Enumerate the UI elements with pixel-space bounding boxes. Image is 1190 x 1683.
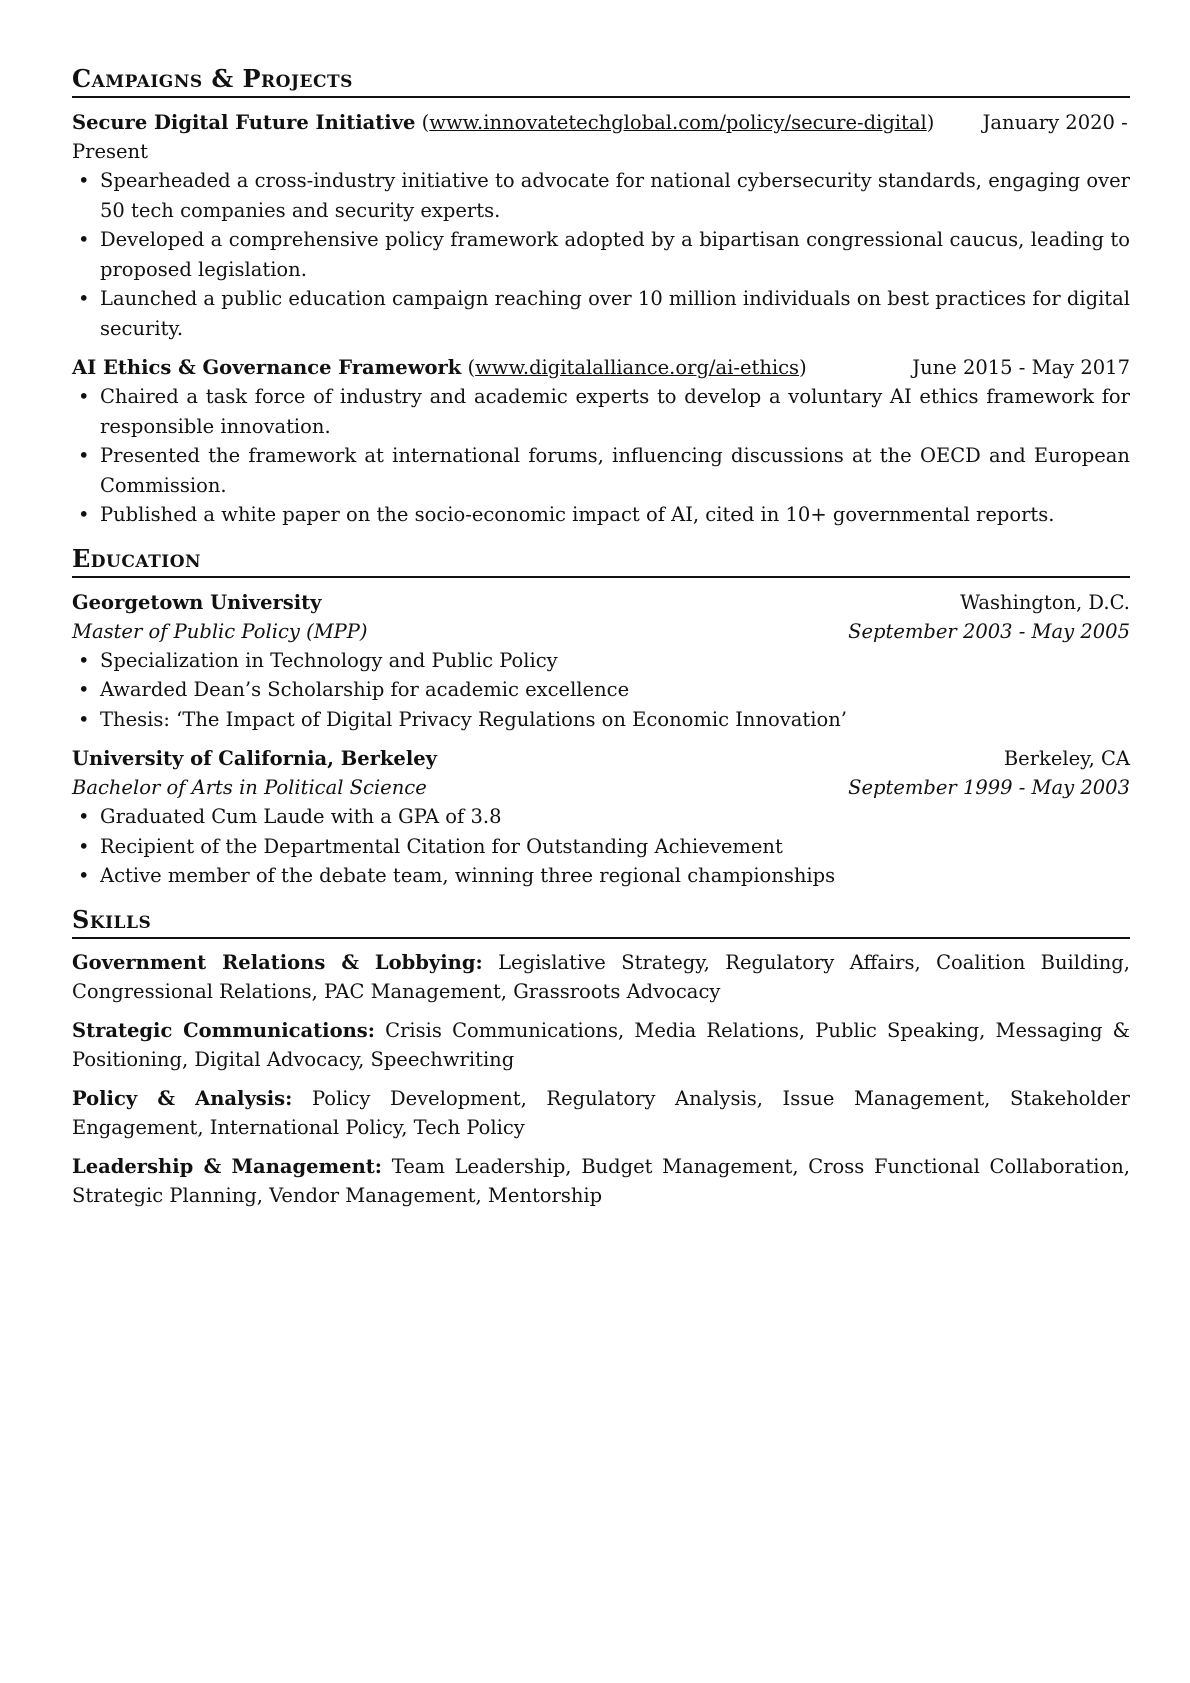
skills-heading: Skills [72,905,1130,939]
project-link[interactable]: www.innovatetechglobal.com/policy/secure-digital [429,111,927,134]
project-title: AI Ethics & Governance Framework [72,356,462,379]
project-header: Secure Digital Future Initiative (www.innovatetechglobal.com/policy/secure-digital) January 2020 - Present [72,111,1128,163]
project-header: AI Ethics & Governance Framework (www.digitalalliance.org/ai-ethics) June 2015 - May 2017 [72,353,1130,382]
skill-row [72,1084,1130,1143]
school-location: Washington, D.C. [960,590,1130,614]
skill-list: Team Leadership, Budget Management, Cross Functional Collaboration, Strategic Planning, Vendor Management, Mentorship [72,1154,1131,1207]
project-entry [72,353,1130,530]
list-item: • Thesis: ‘The Impact of Digital Privacy Regulations on Economic Innovation’ [72,705,1130,735]
list-item: • Graduated Cum Laude with a GPA of 3.8 [72,802,1130,832]
project-link[interactable]: www.digitalalliance.org/ai-ethics [475,356,800,379]
list-item: • Developed a comprehensive policy framework adopted by a bipartisan congressional caucus, leading to proposed legislation. [72,225,1130,284]
degree-dates: September 2003 - May 2005 [848,619,1130,643]
list-item: • Spearheaded a cross-industry initiative to advocate for national cybersecurity standards, engaging over 50 tech companies and security experts. [72,166,1130,225]
education-entry [72,744,1130,891]
degree-row [72,773,1130,802]
degree-name: Bachelor of Arts in Political Science [72,776,427,799]
education-heading: Education [72,544,1130,578]
skill-row [72,948,1130,1007]
skills-section [72,905,1130,1211]
list-item: • Presented the framework at international forums, influencing discussions at the OECD and European Commission. [72,441,1130,500]
education-entry [72,588,1130,735]
resume-page [72,64,1130,1225]
degree-dates: September 1999 - May 2003 [848,776,1130,799]
project-title: Secure Digital Future Initiative [72,111,416,134]
skill-category: Government Relations & Lobbying: [72,950,483,974]
education-header [72,744,1130,773]
education-header [72,588,1130,617]
list-item: • Awarded Dean’s Scholarship for academic excellence [72,675,1130,705]
project-date: June 2015 - May 2017 [912,356,1130,379]
skill-list: Crisis Communications, Media Relations, Public Speaking, Messaging & Positioning, Digital Advocacy, Speechwriting [72,1018,1130,1071]
degree-row [72,617,1130,646]
project-bullets [72,382,1130,530]
education-bullets [72,802,1130,891]
education-section [72,544,1130,891]
skill-row [72,1016,1130,1075]
skill-row [72,1152,1130,1211]
list-item: • Specialization in Technology and Public Policy [72,646,1130,676]
skill-category: Policy & Analysis: [72,1086,293,1110]
skill-list: Legislative Strategy, Regulatory Affairs, Coalition Building, Congressional Relations, PAC Management, Grassroots Advocacy [72,950,1130,1003]
degree-name: Master of Public Policy (MPP) [72,619,368,643]
project-bullets [72,166,1130,343]
school-name: Georgetown University [72,590,322,614]
list-item: • Published a white paper on the socio-economic impact of AI, cited in 10+ governmental reports. [72,500,1130,530]
projects-section [72,64,1130,530]
school-name: University of California, Berkeley [72,747,437,770]
skill-category: Strategic Communications: [72,1018,375,1042]
list-item: • Active member of the debate team, winning three regional championships [72,861,1130,891]
project-entry [72,108,1130,343]
list-item: • Chaired a task force of industry and academic experts to develop a voluntary AI ethics framework for responsible innovation. [72,382,1130,441]
projects-heading: Campaigns & Projects [72,64,1130,98]
skill-category: Leadership & Management: [72,1154,382,1178]
school-location: Berkeley, CA [1003,747,1130,770]
list-item: • Recipient of the Departmental Citation for Outstanding Achievement [72,832,1130,862]
education-bullets [72,646,1130,735]
list-item: • Launched a public education campaign reaching over 10 million individuals on best practices for digital security. [72,284,1130,343]
skill-list: Policy Development, Regulatory Analysis, Issue Management, Stakeholder Engagement, International Policy, Tech Policy [72,1086,1130,1139]
project-date: January 2020 - Present [72,111,1128,163]
